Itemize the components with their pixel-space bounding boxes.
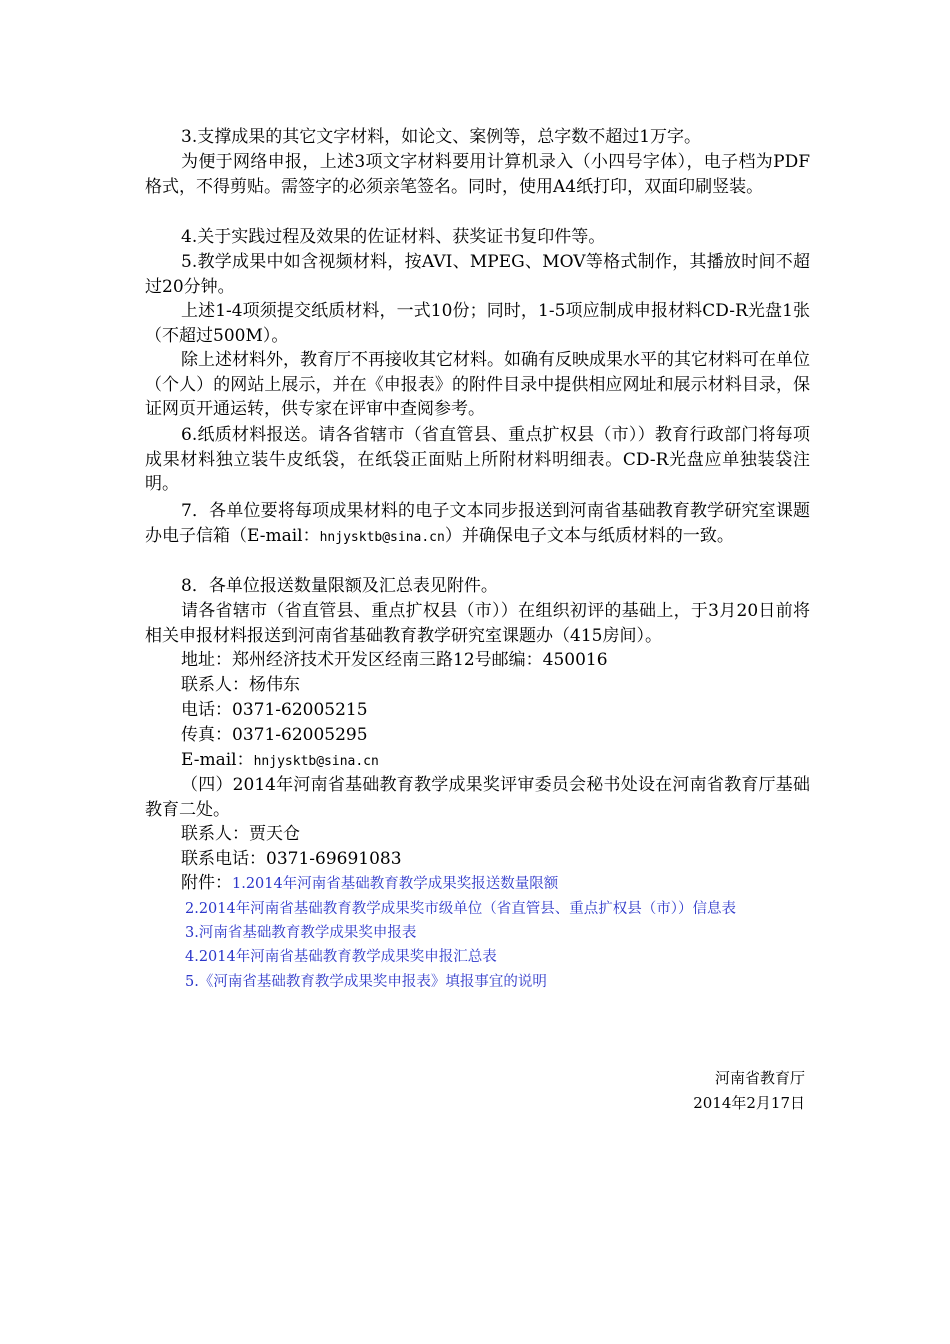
attachments-label: 附件： [181, 873, 232, 893]
fax-line: 传真：0371-62005295 [181, 725, 368, 745]
email-value: hnjysktb@sina.cn [253, 754, 379, 769]
paragraph-entry-format: 为便于网络申报，上述3项文字材料要用计算机录入（小四号字体），电子档为PDF格式，不得剪贴。需签字的必须亲笔签名。同时，使用A4纸打印，双面印刷竖装。 [145, 152, 810, 197]
attachment-link-3[interactable]: 3.河南省基础教育教学成果奖申报表 [185, 925, 417, 941]
paragraph-item-3: 3.支撑成果的其它文字材料，如论文、案例等，总字数不超过1万字。 [181, 127, 702, 147]
item-7-email: hnjysktb@sina.cn [319, 529, 445, 545]
attachment-link-2[interactable]: 2.2014年河南省基础教育教学成果奖市级单位（省直管县、重点扩权县（市））信息表 [185, 901, 736, 917]
paragraph-other-materials: 除上述材料外，教育厅不再接收其它材料。如确有反映成果水平的其它材料可在单位（个人）的网站上展示，并在《申报表》的附件目录中提供相应网址和展示材料目录，保证网页开通运转，供专家在评审中查阅参考。 [145, 350, 810, 419]
phone-line: 电话：0371-62005215 [181, 700, 368, 720]
attachment-link-5[interactable]: 5.《河南省基础教育教学成果奖申报表》填报事宜的说明 [185, 974, 547, 990]
attachments-row-1 [181, 873, 558, 894]
signature-org: 河南省教育厅 [714, 1069, 805, 1087]
paragraph-deadline: 请各省辖市（省直管县、重点扩权县（市））在组织初评的基础上，于3月20日前将相关申报材料报送到河南省基础教育教学研究室课题办（415房间）。 [145, 601, 810, 646]
paragraph-secretariat: （四）2014年河南省基础教育教学成果奖评审委员会秘书处设在河南省教育厅基础教育二处。 [145, 775, 810, 820]
signature-date: 2014年2月17日 [693, 1094, 805, 1112]
attachment-link-4[interactable]: 4.2014年河南省基础教育教学成果奖申报汇总表 [185, 949, 497, 965]
paragraph-item-6: 6.纸质材料报送。请各省辖市（省直管县、重点扩权县（市））教育行政部门将每项成果材料独立装牛皮纸袋，在纸袋正面贴上所附材料明细表。CD-R光盘应单独装袋注明。 [145, 425, 810, 494]
paragraph-item-7 [145, 499, 810, 550]
phone2-line: 联系电话：0371-69691083 [181, 849, 402, 869]
item-7-text-b: ）并确保电子文本与纸质材料的一致。 [444, 525, 734, 546]
paragraph-item-4: 4.关于实践过程及效果的佐证材料、获奖证书复印件等。 [181, 227, 606, 247]
paragraph-item-8: 8．各单位报送数量限额及汇总表见附件。 [181, 576, 498, 596]
contact-line: 联系人：杨伟东 [181, 675, 300, 695]
email-line [145, 748, 810, 775]
address-line: 地址：郑州经济技术开发区经南三路12号邮编：450016 [181, 650, 608, 670]
attachment-link-1[interactable]: 1.2014年河南省基础教育教学成果奖报送数量限额 [232, 876, 559, 892]
email-label: E-mail： [181, 750, 254, 770]
item-7-text-a: 7．各单位要将每项成果材料的电子文本同步报送到河南省基础教育教学研究室课题办电子信箱（E-mail： [145, 501, 810, 546]
paragraph-item-5: 5.教学成果中如含视频材料，按AVI、MPEG、MOV等格式制作，其播放时间不超过20分钟。 [145, 252, 810, 297]
paragraph-copies: 上述1-4项须提交纸质材料，一式10份；同时，1-5项应制成申报材料CD-R光盘1张（不超过500M）。 [145, 301, 810, 346]
contact2-line: 联系人：贾天仓 [181, 824, 300, 844]
